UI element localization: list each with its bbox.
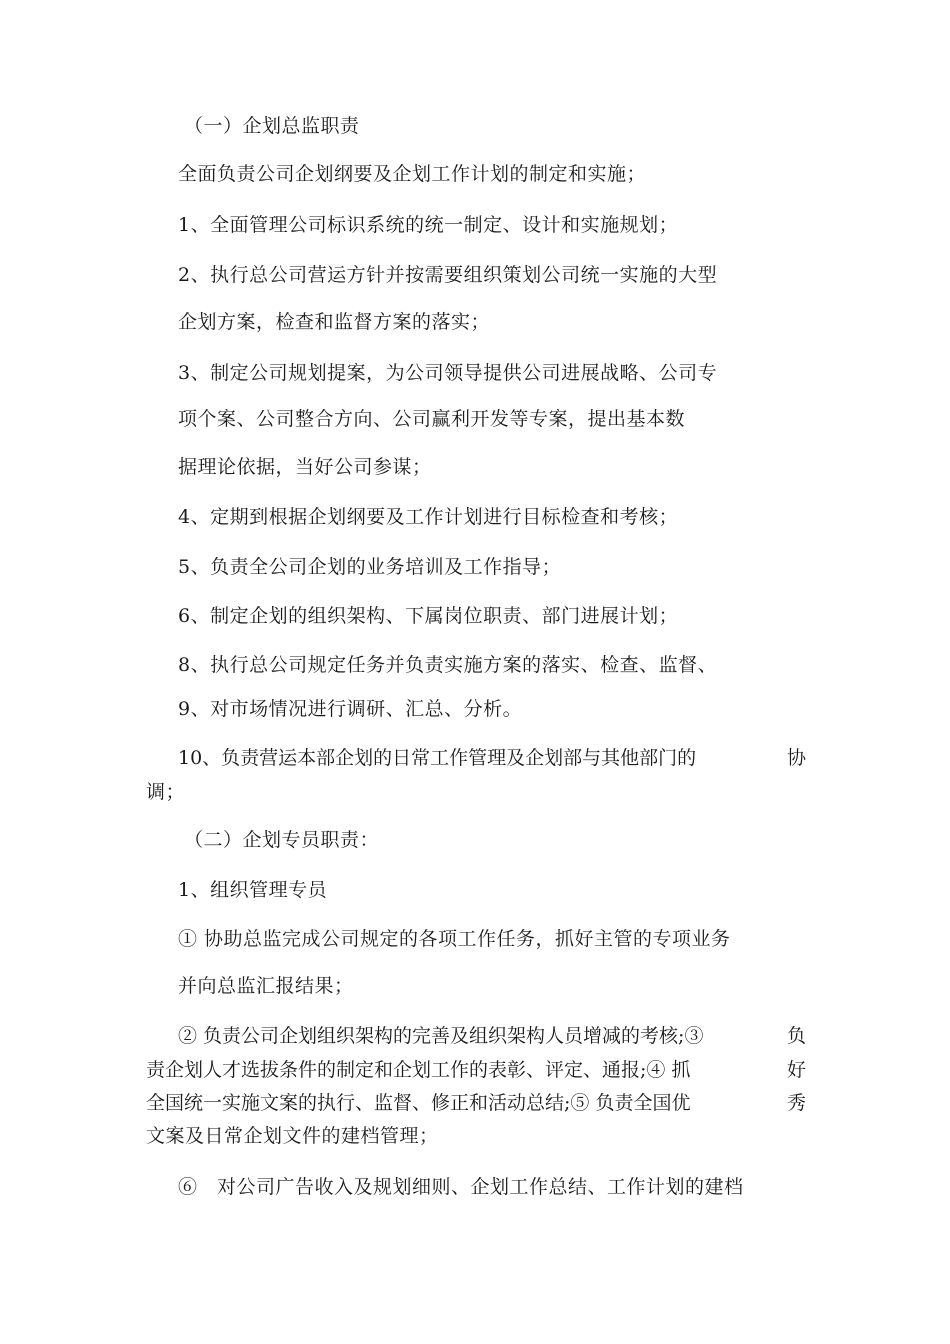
list-item-10-text: 10、负责营运本部企划的日常工作管理及企划部与其他部门的 <box>178 747 697 769</box>
intro-paragraph: 全面负责公司企划纲要及企划工作计划的制定和实施； <box>178 163 647 185</box>
duty-1-line-1: ① 协助总监完成公司规定的各项工作任务，抓好主管的专项业务 <box>178 928 731 950</box>
duty-2-line-3 <box>146 1091 806 1115</box>
list-item-3-line-1: 3、制定公司规划提案，为公司领导提供公司进展战略、公司专 <box>178 362 718 384</box>
list-item-10-line-2: 调； <box>146 781 186 803</box>
list-item-4: 4、定期到根据企划纲要及工作计划进行目标检查和考核； <box>178 506 679 528</box>
duty-2-line-2-text: 责企划人才选拔条件的制定和企划工作的表彰、评定、通报;④ 抓 <box>146 1059 691 1081</box>
list-item-3-line-2: 项个案、公司整合方向、公司赢利开发等专案，提出基本数 <box>178 408 686 430</box>
list-item-10-line-1 <box>178 746 806 770</box>
duty-2-line-4: 文案及日常企划文件的建档管理； <box>146 1125 439 1147</box>
duty-2-line-1-text: ② 负责公司企划组织架构的完善及组织架构人员增减的考核;③ <box>178 1025 704 1047</box>
section-heading-1: （一）企划总监职责 <box>184 115 360 137</box>
list-item-9: 9、对市场情况进行调研、汇总、分析。 <box>178 698 523 720</box>
duty-6-line-1: ⑥ 对公司广告收入及规划细则、企划工作总结、工作计划的建档 <box>178 1176 744 1198</box>
list-item-8: 8、执行总公司规定任务并负责实施方案的落实、检查、监督、 <box>178 654 718 676</box>
duty-1-line-2: 并向总监汇报结果； <box>178 975 354 997</box>
list-item-1: 1、全面管理公司标识系统的统一制定、设计和实施规划； <box>178 214 679 236</box>
duty-2-line-3-text: 全国统一实施文案的执行、监督、修正和活动总结;⑤ 负责全国优 <box>146 1092 691 1114</box>
duty-2-line-1-tail: 负 <box>786 1025 806 1047</box>
duty-2-line-2 <box>146 1058 806 1082</box>
duty-2-line-3-tail: 秀 <box>786 1092 806 1114</box>
list-item-2-line-2: 企划方案，检查和监督方案的落实； <box>178 311 491 333</box>
sub-heading-1: 1、组织管理专员 <box>178 879 328 901</box>
section-heading-2: （二）企划专员职责： <box>184 829 380 851</box>
list-item-2-line-1: 2、执行总公司营运方针并按需要组织策划公司统一实施的大型 <box>178 264 718 286</box>
list-item-10-tail: 协 <box>786 747 806 769</box>
duty-2-line-1 <box>178 1024 806 1048</box>
list-item-3-line-3: 据理论依据，当好公司参谋； <box>178 456 432 478</box>
duty-2-line-2-tail: 好 <box>786 1059 806 1081</box>
list-item-5: 5、负责全公司企划的业务培训及工作指导； <box>178 556 562 578</box>
list-item-6: 6、制定企划的组织架构、下属岗位职责、部门进展计划； <box>178 605 679 627</box>
